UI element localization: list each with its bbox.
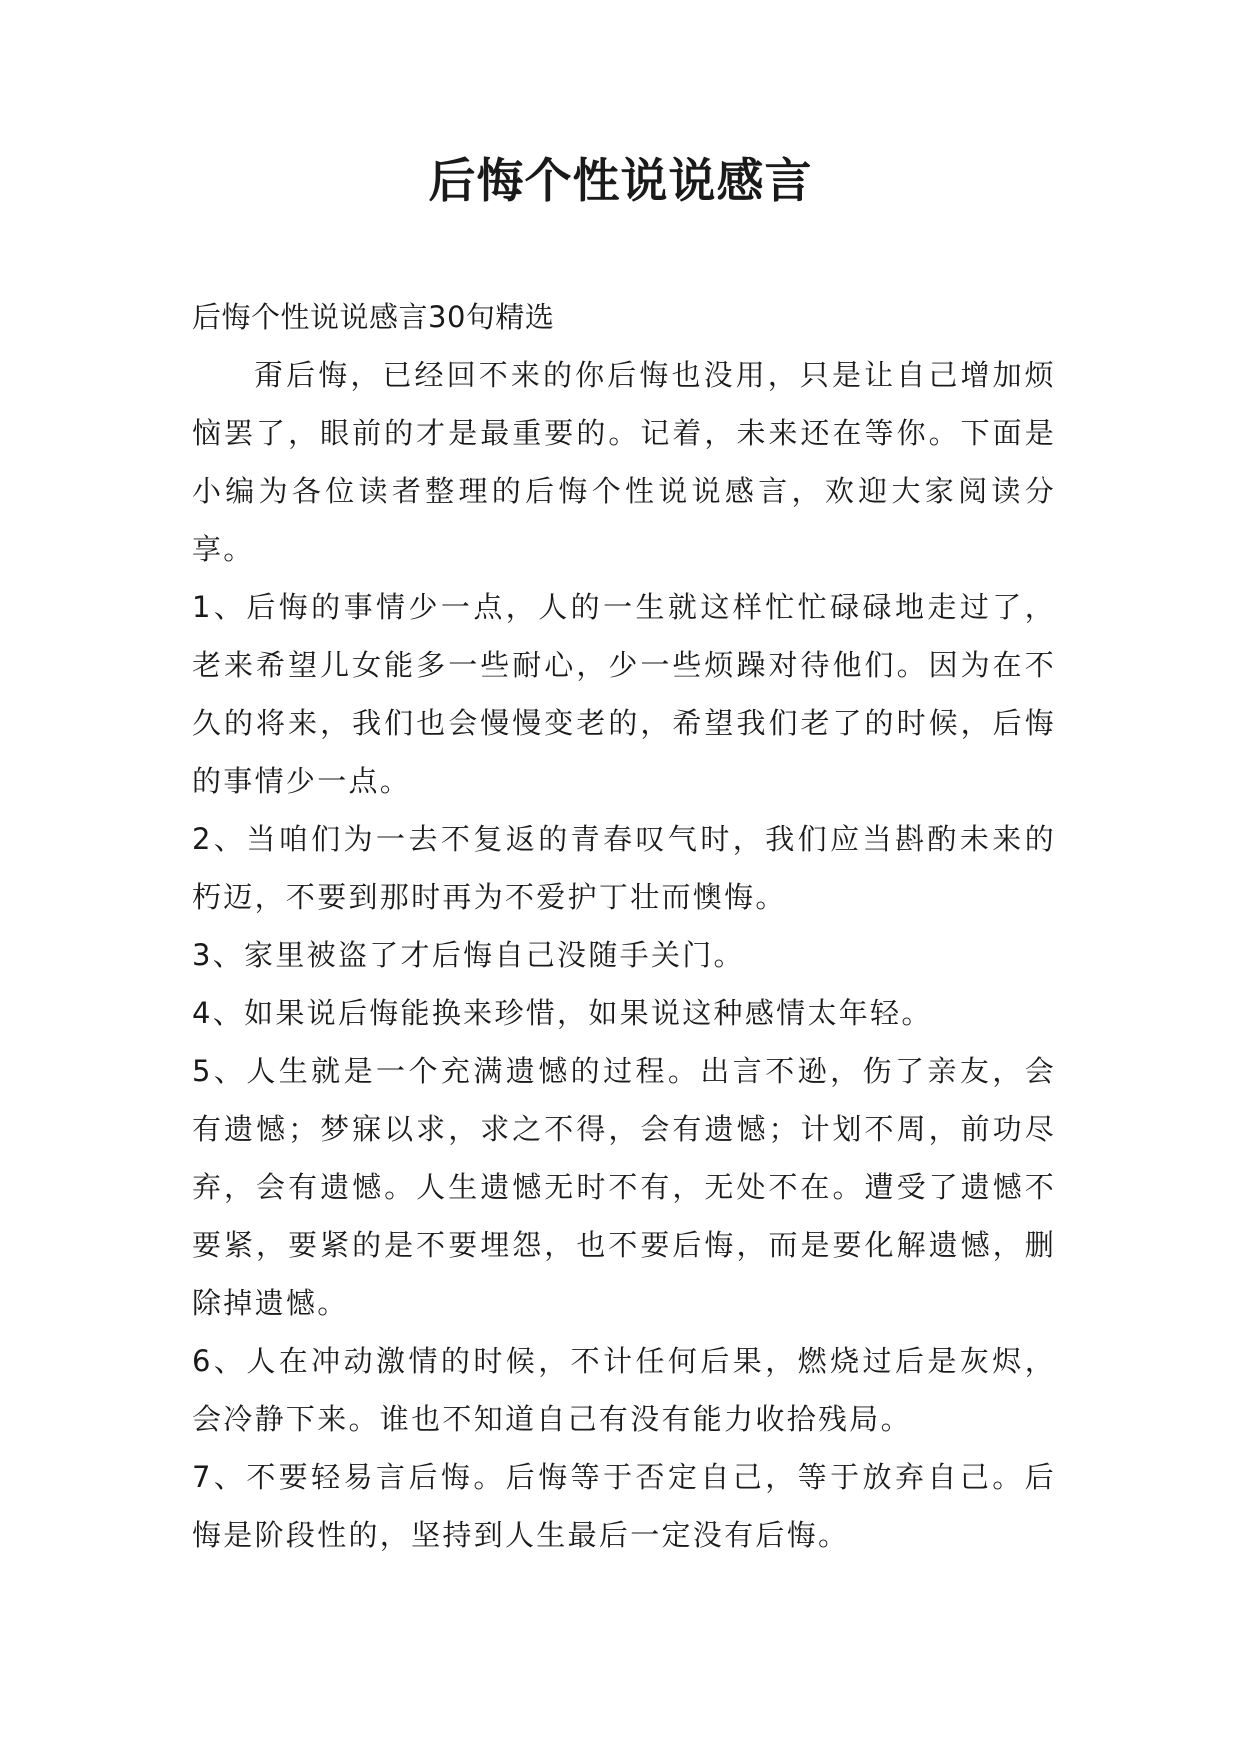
document-title: 后悔个性说说感言 (428, 154, 813, 209)
document-subtitle: 后悔个性说说感言30句精选 (192, 300, 555, 334)
list-item: 1、后悔的事情少一点，人的一生就这样忙忙碌碌地走过了，老来希望儿女能多一些耐心，少一些烦躁对待他们。因为在不久的将来，我们也会慢慢变老的，希望我们老了的时候，后悔的事情少一点。 (192, 590, 1056, 798)
document-body (192, 288, 1056, 1564)
list-item: 4、如果说后悔能换来珍惜，如果说这种感情太年轻。 (192, 996, 933, 1030)
intro-paragraph: 甭后悔，已经回不来的你后悔也没用，只是让自己增加烦恼罢了，眼前的才是最重要的。记着，未来还在等你。下面是小编为各位读者整理的后悔个性说说感言，欢迎大家阅读分享。 (192, 358, 1056, 566)
list-item: 3、家里被盗了才后悔自己没随手关门。 (192, 938, 745, 972)
list-item: 6、人在冲动激情的时候，不计任何后果，燃烧过后是灰烬，会冷静下来。谁也不知道自己有没有能力收拾残局。 (192, 1344, 1056, 1436)
list-item: 2、当咱们为一去不复返的青春叹气时，我们应当斟酌未来的朽迈，不要到那时再为不爱护丁壮而懊悔。 (192, 822, 1056, 914)
list-item: 7、不要轻易言后悔。后悔等于否定自己，等于放弃自己。后悔是阶段性的，坚持到人生最后一定没有后悔。 (192, 1460, 1056, 1552)
list-item: 5、人生就是一个充满遗憾的过程。出言不逊，伤了亲友，会有遗憾；梦寐以求，求之不得，会有遗憾；计划不周，前功尽弃，会有遗憾。人生遗憾无时不有，无处不在。遭受了遗憾不要紧，要紧的是不要埋怨，也不要后悔，而是要化解遗憾，删除掉遗憾。 (192, 1054, 1056, 1320)
